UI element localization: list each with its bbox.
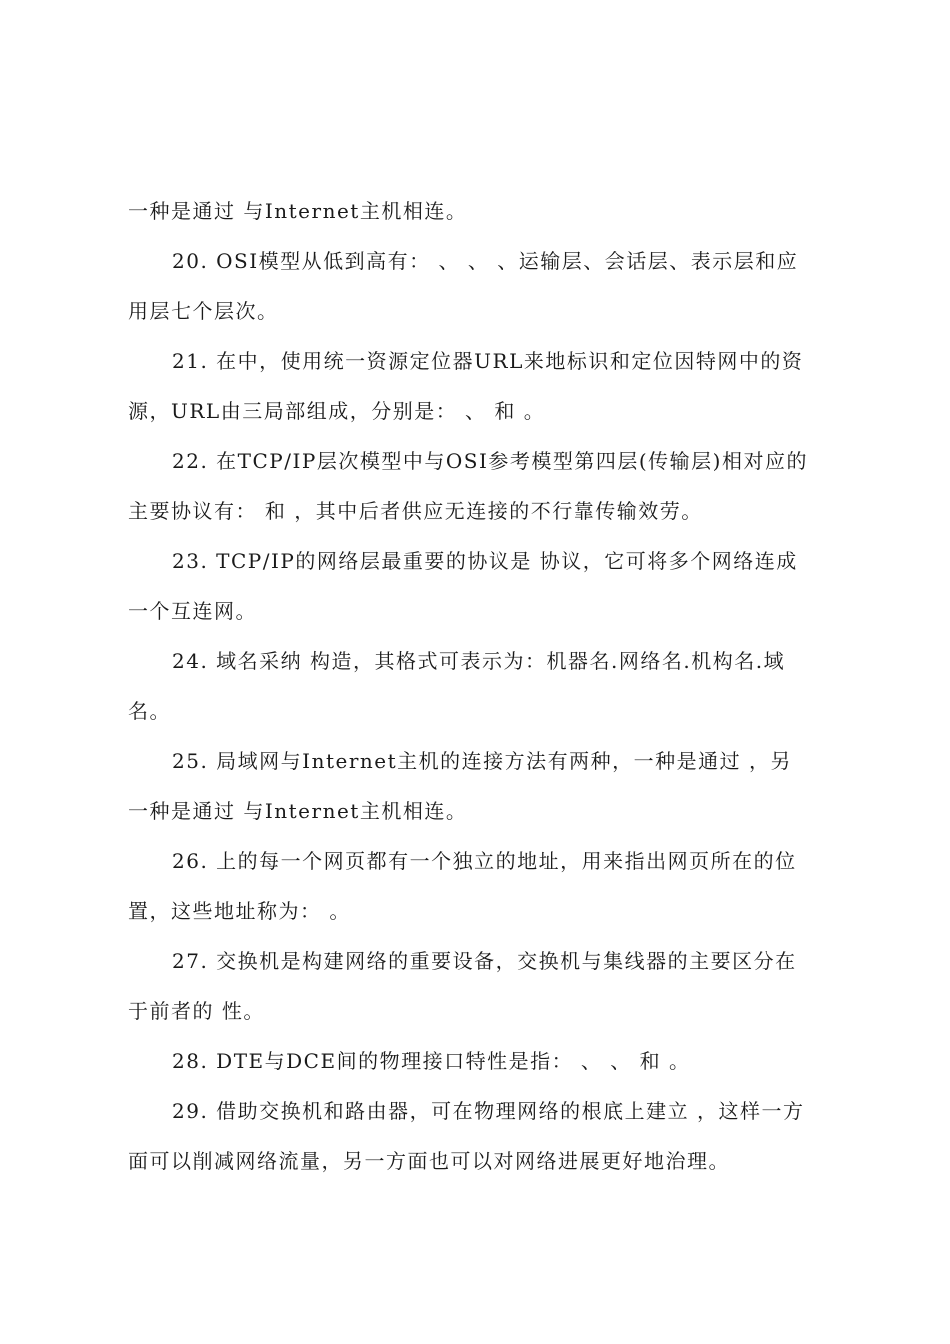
text-line: 20. OSI模型从低到高有： 、 、 、运输层、会话层、表示层和应 [172,249,799,273]
text-line: 29. 借助交换机和路由器，可在物理网络的根底上建立 ，这样一方 [172,1099,805,1123]
text-line: 源，URL由三局部组成，分别是： 、 和 。 [128,399,546,423]
text-line: 面可以削减网络流量，另一方面也可以对网络进展更好地治理。 [128,1149,730,1173]
text-line: 27. 交换机是构建网络的重要设备，交换机与集线器的主要区分在 [172,949,797,973]
text-line: 22. 在TCP/IP层次模型中与OSI参考模型第四层(传输层)相对应的 [172,449,808,473]
text-line: 一种是通过 与Internet主机相连。 [128,799,468,823]
text-line: 主要协议有： 和 ，其中后者供应无连接的不行靠传输效劳。 [128,499,703,523]
text-line: 23. TCP/IP的网络层最重要的协议是 协议，它可将多个网络连成 [172,549,798,573]
text-line: 21. 在中，使用统一资源定位器URL来地标识和定位因特网中的资 [172,349,804,373]
text-line: 名。 [128,699,171,723]
text-line: 一种是通过 与Internet主机相连。 [128,199,468,223]
text-line: 24. 域名采纳 构造，其格式可表示为：机器名.网络名.机构名.域 [172,649,786,673]
text-line: 于前者的 性。 [128,999,265,1023]
text-line: 置，这些地址称为： 。 [128,899,351,923]
text-line: 26. 上的每一个网页都有一个独立的地址，用来指出网页所在的位 [172,849,797,873]
text-line: 28. DTE与DCE间的物理接口特性是指： 、 、 和 。 [172,1049,691,1073]
text-line: 25. 局域网与Internet主机的连接方法有两种，一种是通过 ，另 [172,749,792,773]
text-line: 用层七个层次。 [128,299,279,323]
text-line: 一个互连网。 [128,599,257,623]
document-body [128,186,834,1186]
